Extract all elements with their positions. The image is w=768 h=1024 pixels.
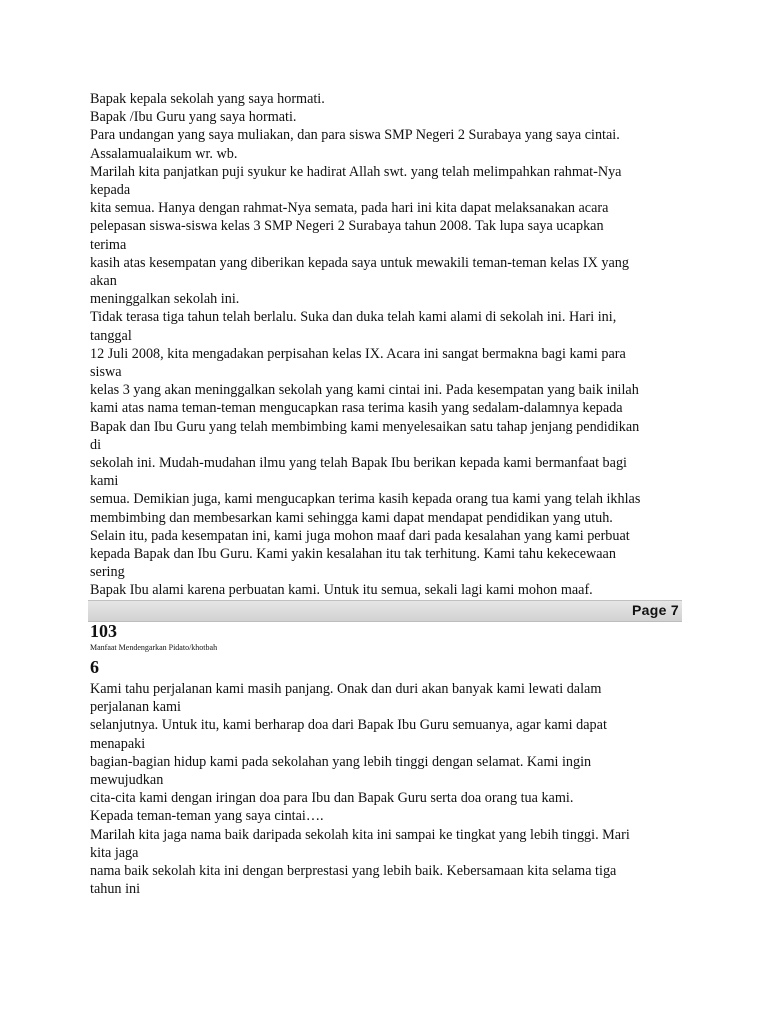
text-line: meninggalkan sekolah ini. bbox=[90, 291, 240, 308]
text-line: Tidak terasa tiga tahun telah berlalu. Suka dan duka telah kami alami di sekolah ini. Hari ini, bbox=[90, 309, 617, 326]
text-line: kita jaga bbox=[90, 844, 139, 861]
page-separator-bar bbox=[88, 600, 682, 622]
text-line: tahun ini bbox=[90, 881, 141, 898]
text-line: nama baik sekolah kita ini dengan berprestasi yang lebih baik. Kebersamaan kita selama tiga bbox=[90, 863, 617, 880]
text-line: Bapak kepala sekolah yang saya hormati. bbox=[90, 91, 325, 107]
text-line: 12 Juli 2008, kita mengadakan perpisahan kelas IX. Acara ini sangat bermakna bagi kami para bbox=[90, 345, 626, 362]
text-line: kelas 3 yang akan meninggalkan sekolah yang kami cintai ini. Pada kesempatan yang baik inilah bbox=[90, 382, 639, 399]
text-line: mewujudkan bbox=[90, 772, 164, 789]
text-line: Selain itu, pada kesempatan ini, kami juga mohon maaf dari pada kesalahan yang kami perbuat bbox=[90, 527, 630, 544]
text-line: menapaki bbox=[90, 735, 146, 752]
text-line: Bapak dan Ibu Guru yang telah membimbing kami menyelesaikan satu tahap jenjang pendidikan bbox=[90, 418, 640, 435]
text-line: di bbox=[90, 436, 102, 453]
text-line: kami atas nama teman-teman mengucapkan rasa terima kasih yang sedalam-dalamnya kepada bbox=[90, 400, 623, 417]
text-line: akan bbox=[90, 273, 117, 290]
text-line: Marilah kita panjatkan puji syukur ke hadirat Allah swt. yang telah melimpahkan rahmat-Nya bbox=[90, 163, 622, 180]
text-line: Bapak /Ibu Guru yang saya hormati. bbox=[90, 109, 297, 126]
chapter-subtitle: Manfaat Mendengarkan Pidato/khotbah bbox=[90, 643, 218, 652]
text-line: kasih atas kesempatan yang diberikan kepada saya untuk mewakili teman-teman kelas IX yang bbox=[90, 254, 629, 271]
text-line: membimbing dan membesarkan kami sehingga kami dapat mendapat pendidikan yang utuh. bbox=[90, 509, 613, 526]
section-number: 6 bbox=[90, 657, 99, 677]
text-line: Kami tahu perjalanan kami masih panjang. Onak dan duri akan banyak kami lewati dalam bbox=[90, 681, 602, 697]
speech-text-block-1 bbox=[90, 90, 690, 600]
text-line: siswa bbox=[90, 364, 122, 381]
text-line: bagian-bagian hidup kami pada sekolahan yang lebih tinggi dengan selamat. Kami ingin bbox=[90, 753, 592, 770]
text-line: Assalamualaikum wr. wb. bbox=[90, 145, 238, 162]
text-line: Kepada teman-teman yang saya cintai…. bbox=[90, 808, 324, 825]
text-line: sering bbox=[90, 564, 125, 581]
speech-text-block-2 bbox=[90, 680, 690, 898]
text-line: tanggal bbox=[90, 327, 132, 344]
text-line: kami bbox=[90, 473, 119, 490]
text-line: terima bbox=[90, 236, 127, 253]
text-line: sekolah ini. Mudah-mudahan ilmu yang telah Bapak Ibu berikan kepada kami bermanfaat bagi bbox=[90, 455, 627, 472]
text-line: kepada Bapak dan Ibu Guru. Kami yakin kesalahan itu tak terhitung. Kami tahu kekecewaan bbox=[90, 546, 616, 563]
text-line: kepada bbox=[90, 182, 131, 199]
text-line: selanjutnya. Untuk itu, kami berharap doa dari Bapak Ibu Guru semuanya, agar kami dapat bbox=[90, 717, 607, 734]
text-line: Bapak Ibu alami karena perbuatan kami. Untuk itu semua, sekali lagi kami mohon maaf. bbox=[90, 582, 593, 599]
page-number-label: Page 7 bbox=[632, 602, 679, 618]
text-line: Para undangan yang saya muliakan, dan para siswa SMP Negeri 2 Surabaya yang saya cintai. bbox=[90, 127, 620, 144]
text-line: semua. Demikian juga, kami mengucapkan terima kasih kepada orang tua kami yang telah ikhlas bbox=[90, 491, 641, 508]
text-line: kita semua. Hanya dengan rahmat-Nya semata, pada hari ini kita dapat melaksanakan acara bbox=[90, 200, 609, 217]
page-heading-number: 103 bbox=[90, 621, 117, 641]
text-line: cita-cita kami dengan iringan doa para Ibu dan Bapak Guru serta doa orang tua kami. bbox=[90, 790, 574, 807]
text-line: pelepasan siswa-siswa kelas 3 SMP Negeri 2 Surabaya tahun 2008. Tak lupa saya ucapkan bbox=[90, 218, 604, 235]
text-line: Marilah kita jaga nama baik daripada sekolah kita ini sampai ke tingkat yang lebih tinggi. Mari bbox=[90, 826, 630, 843]
text-line: perjalanan kami bbox=[90, 699, 181, 716]
